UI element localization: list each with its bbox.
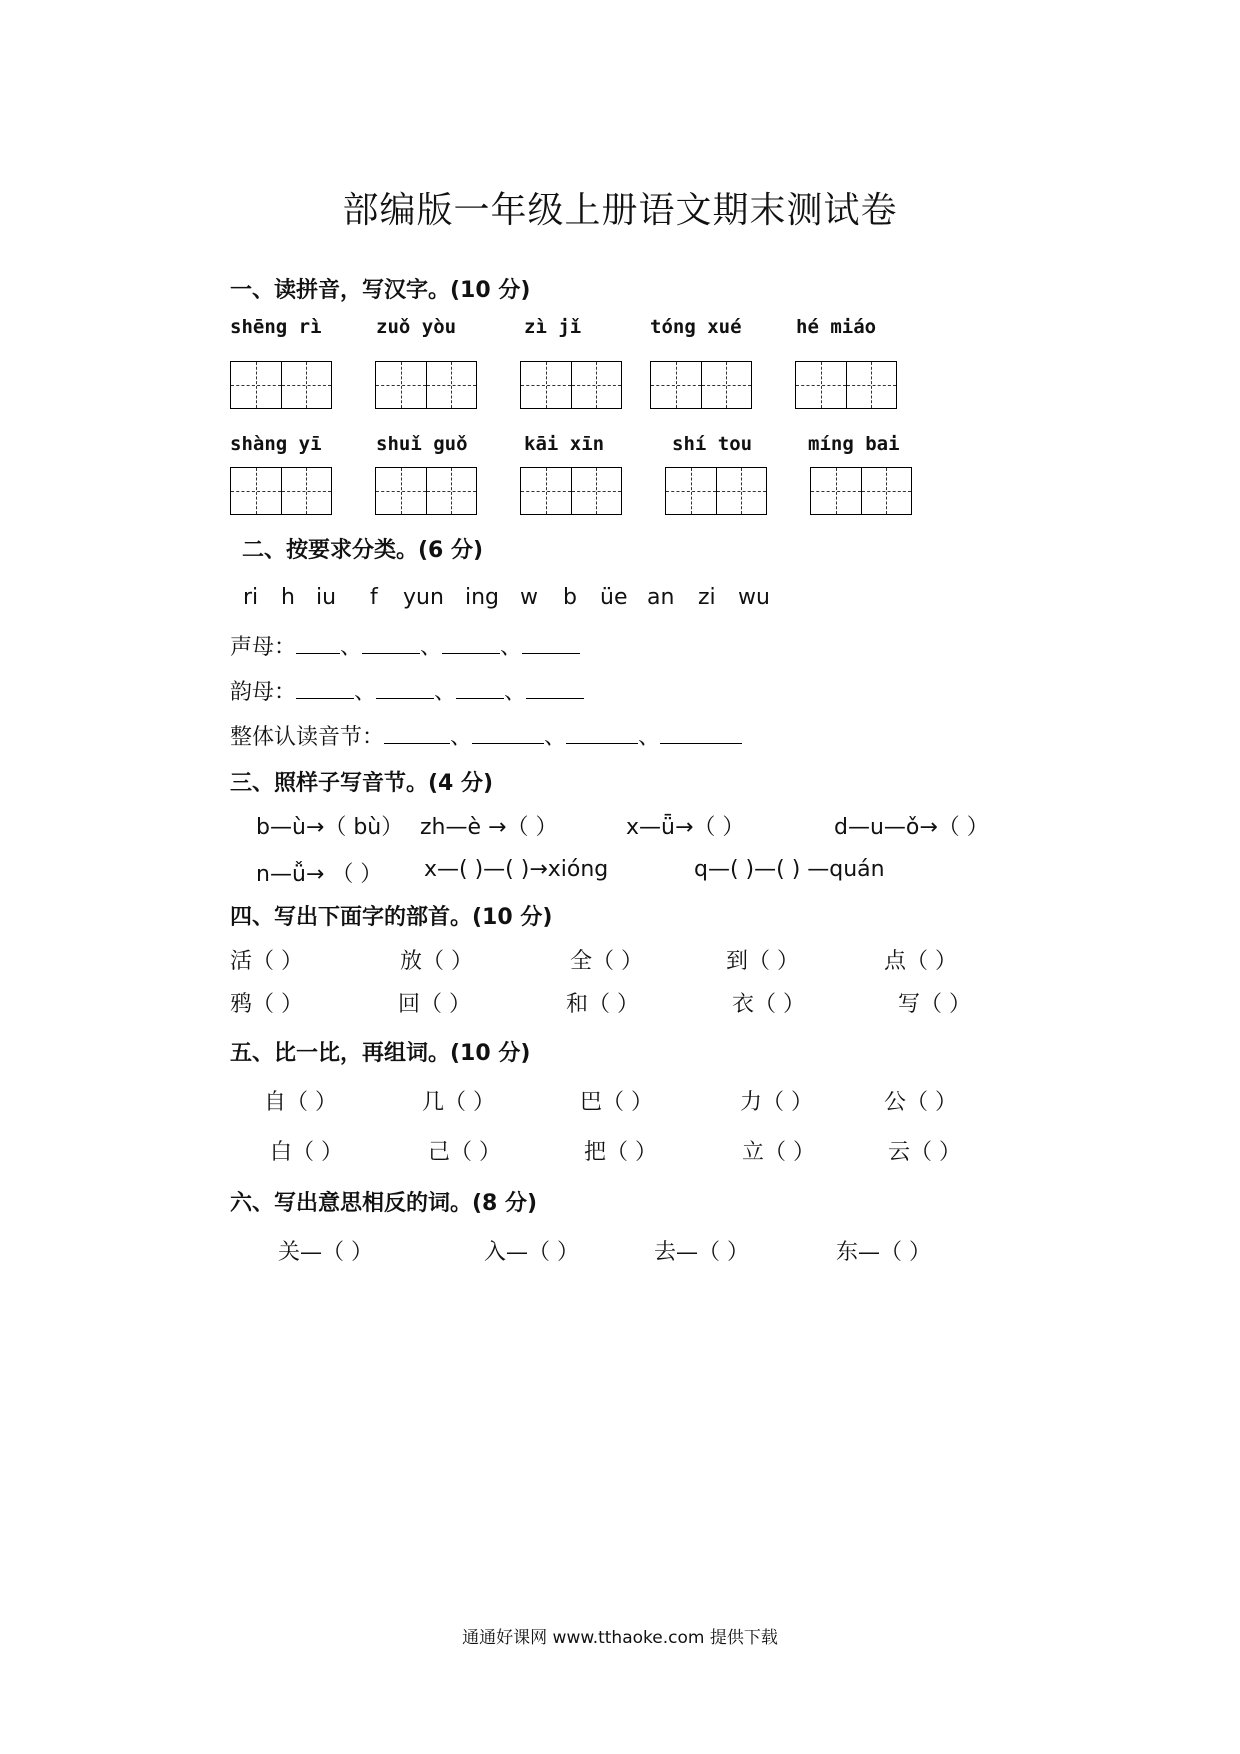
section-1-heading: 一、读拼音，写汉字。(10 分) <box>230 278 531 303</box>
compare-item: 己（ ） <box>428 1140 501 1165</box>
answer-blank[interactable] <box>376 680 434 699</box>
shengmu-label: 声母： <box>230 635 297 660</box>
compare-item: 云（ ） <box>888 1140 961 1165</box>
separator: 、 <box>504 680 527 705</box>
answer-blank[interactable] <box>384 725 450 744</box>
letter: zi <box>698 585 716 610</box>
syllable-item: n—ǚ→ （ ） <box>256 862 383 887</box>
antonym-item: 入—（ ） <box>484 1240 579 1265</box>
letter: üe <box>600 585 628 610</box>
section-5-heading: 五、比一比，再组词。(10 分) <box>230 1041 531 1066</box>
answer-blank[interactable] <box>472 725 544 744</box>
writing-grid[interactable] <box>375 467 477 515</box>
radical-item: 写（ ） <box>898 992 971 1017</box>
footer-credit: 通通好课网 www.tthaoke.com 提供下载 <box>462 1628 778 1648</box>
answer-blank[interactable] <box>442 635 500 654</box>
separator: 、 <box>450 725 473 750</box>
radical-item: 活（ ） <box>230 949 303 974</box>
separator: 、 <box>638 725 661 750</box>
pinyin-7: shuǐ guǒ <box>376 433 468 455</box>
compare-item: 白（ ） <box>270 1140 343 1165</box>
pinyin-10: míng bai <box>808 433 900 455</box>
answer-blank[interactable] <box>522 635 580 654</box>
zhengti-label: 整体认读音节： <box>230 725 385 750</box>
letter: w <box>520 585 538 610</box>
pinyin-2: zuǒ yòu <box>376 316 457 338</box>
separator: 、 <box>340 635 363 660</box>
syllable-item: zh—è →（ ） <box>420 815 558 840</box>
pinyin-3: zì jǐ <box>524 316 582 338</box>
letter: f <box>370 585 378 610</box>
writing-grid[interactable] <box>650 361 752 409</box>
separator: 、 <box>434 680 457 705</box>
radical-item: 衣（ ） <box>732 992 805 1017</box>
writing-grid[interactable] <box>520 361 622 409</box>
radical-item: 和（ ） <box>566 992 639 1017</box>
yunmu-label: 韵母： <box>230 680 297 705</box>
answer-blank[interactable] <box>296 680 354 699</box>
syllable-item: x—ǖ→（ ） <box>626 815 745 840</box>
radical-item: 到（ ） <box>726 949 799 974</box>
antonym-item: 去—（ ） <box>654 1240 749 1265</box>
answer-blank[interactable] <box>566 725 638 744</box>
letter: wu <box>738 585 770 610</box>
answer-blank[interactable] <box>296 635 340 654</box>
section-6-heading: 六、写出意思相反的词。(8 分) <box>230 1191 538 1216</box>
page-title: 部编版一年级上册语文期末测试卷 <box>342 190 898 231</box>
pinyin-4: tóng xué <box>650 316 742 338</box>
letter: yun <box>403 585 444 610</box>
writing-grid[interactable] <box>520 467 622 515</box>
letter: an <box>647 585 675 610</box>
pinyin-6: shàng yī <box>230 433 322 455</box>
writing-grid[interactable] <box>230 467 332 515</box>
section-4-heading: 四、写出下面字的部首。(10 分) <box>230 905 553 930</box>
writing-grid[interactable] <box>810 467 912 515</box>
letter: h <box>281 585 295 610</box>
compare-item: 巴（ ） <box>580 1090 653 1115</box>
separator: 、 <box>500 635 523 660</box>
radical-item: 全（ ） <box>570 949 643 974</box>
pinyin-9: shí tou <box>672 433 753 455</box>
answer-blank[interactable] <box>362 635 420 654</box>
antonym-item: 东—（ ） <box>836 1240 931 1265</box>
letter: b <box>563 585 577 610</box>
writing-grid[interactable] <box>665 467 767 515</box>
section-3-heading: 三、照样子写音节。(4 分) <box>230 771 494 796</box>
letter: iu <box>316 585 337 610</box>
radical-item: 点（ ） <box>884 949 957 974</box>
yunmu-row <box>230 675 584 706</box>
syllable-item: b—ù→（ bù） <box>256 815 404 840</box>
radical-item: 放（ ） <box>400 949 473 974</box>
compare-item: 把（ ） <box>584 1140 657 1165</box>
separator: 、 <box>420 635 443 660</box>
letter: ri <box>243 585 259 610</box>
answer-blank[interactable] <box>660 725 742 744</box>
radical-item: 回（ ） <box>398 992 471 1017</box>
section-2-heading: 二、按要求分类。(6 分) <box>242 538 484 563</box>
syllable-item: q—( )—( ) —quán <box>694 857 885 882</box>
pinyin-8: kāi xīn <box>524 433 605 455</box>
writing-grid[interactable] <box>375 361 477 409</box>
compare-item: 立（ ） <box>742 1140 815 1165</box>
compare-item: 力（ ） <box>740 1090 813 1115</box>
syllable-item: d—u—ǒ→（ ） <box>834 815 989 840</box>
compare-item: 几（ ） <box>422 1090 495 1115</box>
radical-item: 鸦（ ） <box>230 992 303 1017</box>
shengmu-row <box>230 630 580 661</box>
writing-grid[interactable] <box>230 361 332 409</box>
separator: 、 <box>544 725 567 750</box>
pinyin-1: shēng rì <box>230 316 322 338</box>
answer-blank[interactable] <box>526 680 584 699</box>
letter: ing <box>465 585 500 610</box>
compare-item: 自（ ） <box>264 1090 337 1115</box>
separator: 、 <box>354 680 377 705</box>
writing-grid[interactable] <box>795 361 897 409</box>
pinyin-5: hé miáo <box>796 316 877 338</box>
syllable-item: x—( )—( )→xióng <box>424 857 609 882</box>
antonym-item: 关—（ ） <box>278 1240 373 1265</box>
compare-item: 公（ ） <box>884 1090 957 1115</box>
zhengti-row <box>230 720 742 751</box>
answer-blank[interactable] <box>456 680 504 699</box>
